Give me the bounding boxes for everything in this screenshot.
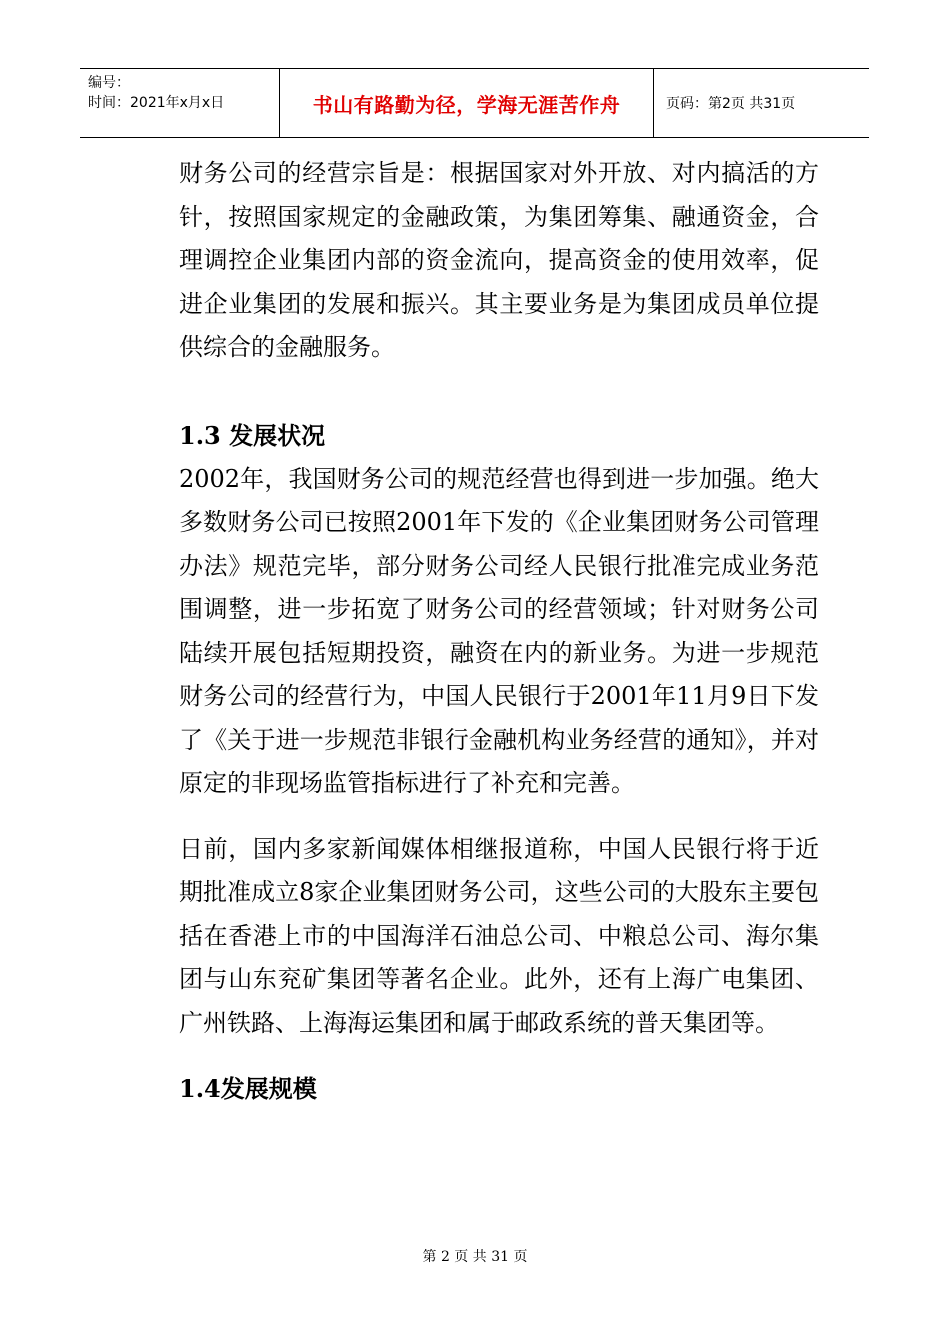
document-time: 时间：2021年x月x日 [88, 95, 225, 111]
page-footer: 第 2 页 共 31 页 [422, 1249, 528, 1265]
document-number-label: 编号： [88, 75, 130, 91]
section-heading-1-4: 1.4发展规模 [179, 1074, 317, 1103]
header-meta [80, 69, 280, 137]
section-heading-1-3: 1.3 发展状况 [179, 420, 326, 450]
paragraph-development-status: 2002年，我国财务公司的规范经营也得到进一步加强。绝大多数财务公司已按照2001年下发的《企业集团财务公司管理办法》规范完毕，部分财务公司经人民银行批准完成业务范围调整，进一步拓宽了财务公司的经营领域；针对财务公司陆续开展包括短期投资，融资在内的新业务。为进一步规范财务公司的经营行为，中国人民银行于2001年11月9日下发了《关于进一步规范非银行金融机构业务经营的通知》，并对原定的非现场监管指标进行了补充和完善。 [179, 464, 819, 797]
paragraph-purpose: 财务公司的经营宗旨是：根据国家对外开放、对内搞活的方针，按照国家规定的金融政策，为集团筹集、融通资金，合理调控企业集团内部的资金流向，提高资金的使用效率，促进企业集团的发展和振兴。其主要业务是为集团成员单位提供综合的金融服务。 [179, 159, 819, 361]
document-body [179, 152, 819, 1111]
paragraph-news-report: 日前，国内多家新闻媒体相继报道称，中国人民银行将于近期批准成立8家企业集团财务公司，这些公司的大股东主要包括在香港上市的中国海洋石油总公司、中粮总公司、海尔集团与山东兖矿集团等著名企业。此外，还有上海广电集团、广州铁路、上海海运集团和属于邮政系统的普天集团等。 [179, 834, 819, 1037]
page-header [80, 68, 869, 138]
header-motto: 书山有路勤为径，学海无涯苦作舟 [280, 69, 654, 137]
header-page-info: 页码：第2页 共31页 [666, 96, 796, 112]
